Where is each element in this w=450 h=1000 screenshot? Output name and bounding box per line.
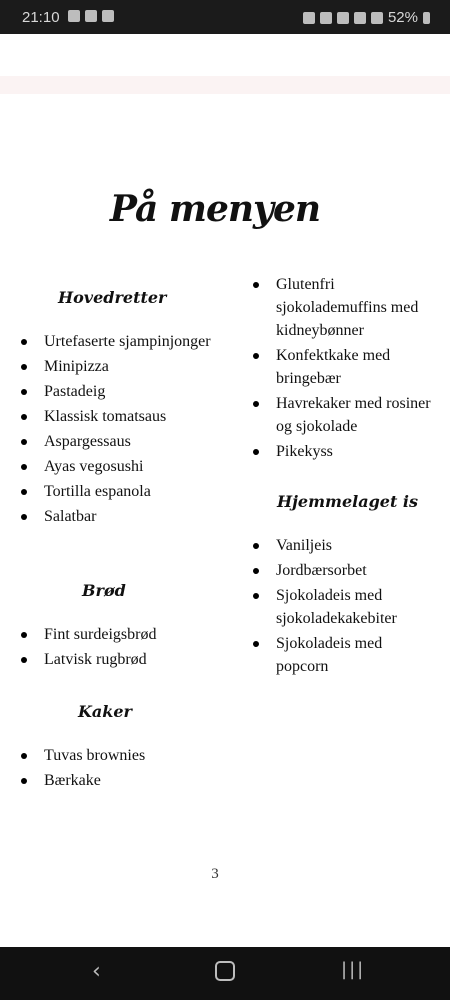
status-time: 21:10 [22, 9, 60, 26]
list-brod [18, 623, 218, 673]
nav-bar [0, 947, 450, 1000]
list-item: Minipizza [18, 355, 218, 378]
notification-icons [68, 10, 114, 22]
status-bar [0, 0, 450, 34]
list-item: Tortilla espanola [18, 480, 218, 503]
system-icons [303, 9, 430, 26]
heading-kaker: Kaker [78, 702, 132, 721]
list-item: Klassisk tomatsaus [18, 405, 218, 428]
list-item: Latvisk rugbrød [18, 648, 218, 671]
page-top-band [0, 76, 450, 94]
alarm-icon [303, 12, 315, 24]
wifi-icon [337, 12, 349, 24]
list-item: Fint surdeigsbrød [18, 623, 218, 646]
home-button[interactable] [215, 961, 235, 981]
list-item: Ayas vegosushi [18, 455, 218, 478]
list-item: Pastadeig [18, 380, 218, 403]
page-number: 3 [211, 866, 219, 882]
list-item: Tuvas brownies [18, 744, 218, 767]
recent-apps-button[interactable]: ||| [341, 959, 366, 980]
list-item: Vaniljeis [250, 534, 435, 557]
signal-icon [371, 12, 383, 24]
heading-is: Hjemmelaget is [277, 492, 418, 511]
list-item: Aspargessaus [18, 430, 218, 453]
list-item: Glutenfri sjokolademuffins med kidneybønner [250, 273, 435, 342]
page-title: På menyen [109, 188, 321, 230]
list-item: Jordbærsorbet [250, 559, 435, 582]
list-is [250, 534, 435, 680]
call-icon [354, 12, 366, 24]
list-hovedretter [18, 330, 218, 530]
check-icon [102, 10, 114, 22]
mute-icon [320, 12, 332, 24]
list-item: Sjokoladeis med sjokoladekakebiter [250, 584, 435, 630]
heading-hovedretter: Hovedretter [58, 288, 167, 307]
list-item: Urtefaserte sjampinjonger [18, 330, 218, 353]
list-item: Salatbar [18, 505, 218, 528]
list-item: Konfektkake med bringebær [250, 344, 435, 390]
butterfly-icon [68, 10, 80, 22]
battery-icon [423, 12, 430, 24]
heading-brod: Brød [82, 581, 126, 600]
list-kaker-continued [250, 273, 435, 465]
list-item: Sjokoladeis med popcorn [250, 632, 435, 678]
gallery-icon [85, 10, 97, 22]
battery-percent: 52% [387, 9, 418, 26]
back-button[interactable]: ‹ [92, 959, 101, 984]
list-item: Havrekaker med rosiner og sjokolade [250, 392, 435, 438]
list-item: Pikekyss [250, 440, 435, 463]
list-kaker [18, 744, 218, 794]
list-item: Bærkake [18, 769, 218, 792]
